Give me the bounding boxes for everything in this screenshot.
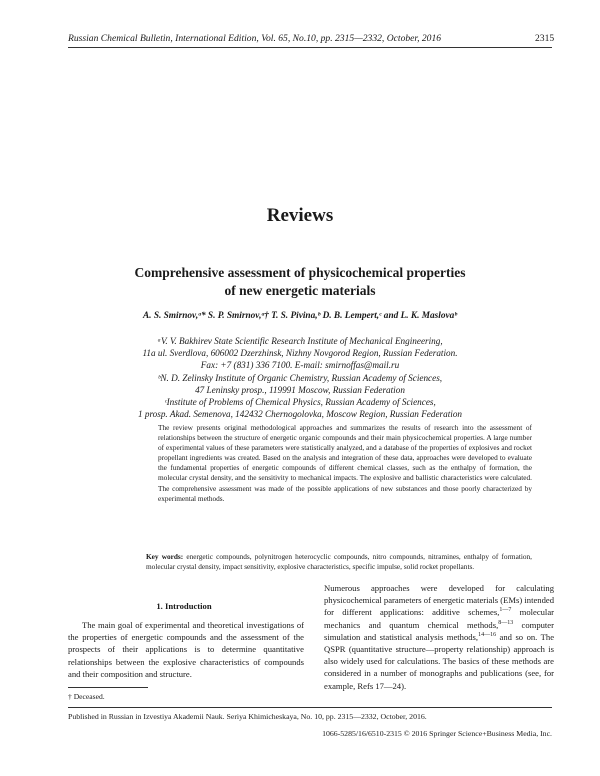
right-column-paragraph xyxy=(324,582,554,692)
affiliations xyxy=(60,335,540,420)
citation-ref: 1—7 xyxy=(499,607,512,614)
header-rule xyxy=(68,47,552,48)
citation-ref: 14—16 xyxy=(478,631,497,638)
affiliation-line: 1 prosp. Akad. Semenova, 142432 Chernogolovka, Moscow Region, Russian Federation xyxy=(137,409,463,420)
copyright-line: 1066-5285/16/6510-2315 © 2016 Springer Science+Business Media, Inc. xyxy=(322,729,552,738)
affiliation-line: ᵇN. D. Zelinsky Institute of Organic Chemistry, Russian Academy of Sciences, xyxy=(157,372,443,383)
affiliation-line: ᶜInstitute of Problems of Chemical Physics, Russian Academy of Sciences, xyxy=(164,397,436,408)
footnote-rule xyxy=(68,687,148,688)
text-run: molecular mechanics and quantum chemical methods, xyxy=(324,607,554,630)
article-title xyxy=(100,264,500,300)
intro-paragraph: The main goal of experimental and theoretical investigations of the properties of energetic compounds and the assessment of the prospects of their applications is to determine quantitative relationships between the explosive characteristics of compounds and their composition and structure. xyxy=(68,620,304,679)
abstract: The review presents original methodological approaches and summarizes the results of research into the assessment of relationships between the structure of energetic organic compounds and their main physicochemical properties. A large number of experimental values of these parameters were statistically analyzed, and a database of the properties of explosives and rocket propellant ingredients was created. Based on the analysis and integration of these data, approaches were developed to evaluate the fundamental properties of energetic compounds of different chemical classes, such as the enthalpy of formation, the molecular crystal density, and the sensitivity to mechanical impacts. The explosive and ballistic characteristics were calculated. The comprehensive assessment was made of the possible applications of new substances and those poorly characterized by experimental methods. xyxy=(158,423,532,503)
text-run: and so on. The QSPR (quantitative structure—property relationship) approach is also widely used for calculations. The basics of these methods are considered in a number of monographs and publications (see, for example, Refs 17—24). xyxy=(324,631,555,691)
article-title-line-1: Comprehensive assessment of physicochemical properties xyxy=(134,265,466,280)
running-title: Russian Chemical Bulletin, International Edition, Vol. 65, No.10, pp. 2315—2332, October, 2016 xyxy=(68,33,442,44)
publication-note: Published in Russian in Izvestiya Akademii Nauk. Seriya Khimicheskaya, No. 10, pp. 2315—2332, October, 2016. xyxy=(68,712,427,721)
page-number: 2315 xyxy=(535,33,555,44)
text-run: Numerous approaches were developed for calculating physicochemical parameters of energetic materials (EMs) intended for different applications: additive schemes, xyxy=(324,583,554,618)
author-list: A. S. Smirnov,ᵃ* S. P. Smirnov,ᵃ† T. S. Pivina,ᵇ D. B. Lempert,ᶜ and L. K. Maslovaᵇ xyxy=(142,311,458,321)
citation-ref: 8—13 xyxy=(498,619,514,626)
text-run: computer simulation and statistical analysis methods, xyxy=(324,619,554,642)
footnote: † Deceased. xyxy=(68,692,105,701)
section-title: Reviews xyxy=(266,205,334,226)
affiliation-line: 11a ul. Sverdlova, 606002 Dzerzhinsk, Nizhny Novgorod Region, Russian Federation. xyxy=(142,348,458,359)
footer-rule xyxy=(68,707,552,708)
affiliation-line: Fax: +7 (831) 336 7100. E-mail: smirnoffas@mail.ru xyxy=(200,360,400,371)
keywords xyxy=(146,552,532,572)
running-head xyxy=(68,33,538,44)
intro-heading: 1. Introduction xyxy=(156,601,212,611)
keywords-label: Key words: xyxy=(146,552,184,561)
keywords-text: energetic compounds, polynitrogen heterocyclic compounds, nitro compounds, nitramines, enthalpy of formation, molecular crystal density, impact sensitivity, explosive characteristics, specific impulse, solid rocket propellants. xyxy=(146,552,533,572)
affiliation-line: 47 Leninsky prosp., 119991 Moscow, Russian Federation xyxy=(195,384,405,395)
affiliation-line: ᵃV. V. Bakhirev State Scientific Research Institute of Mechanical Engineering, xyxy=(157,336,443,346)
article-title-line-2: of new energetic materials xyxy=(224,283,376,298)
